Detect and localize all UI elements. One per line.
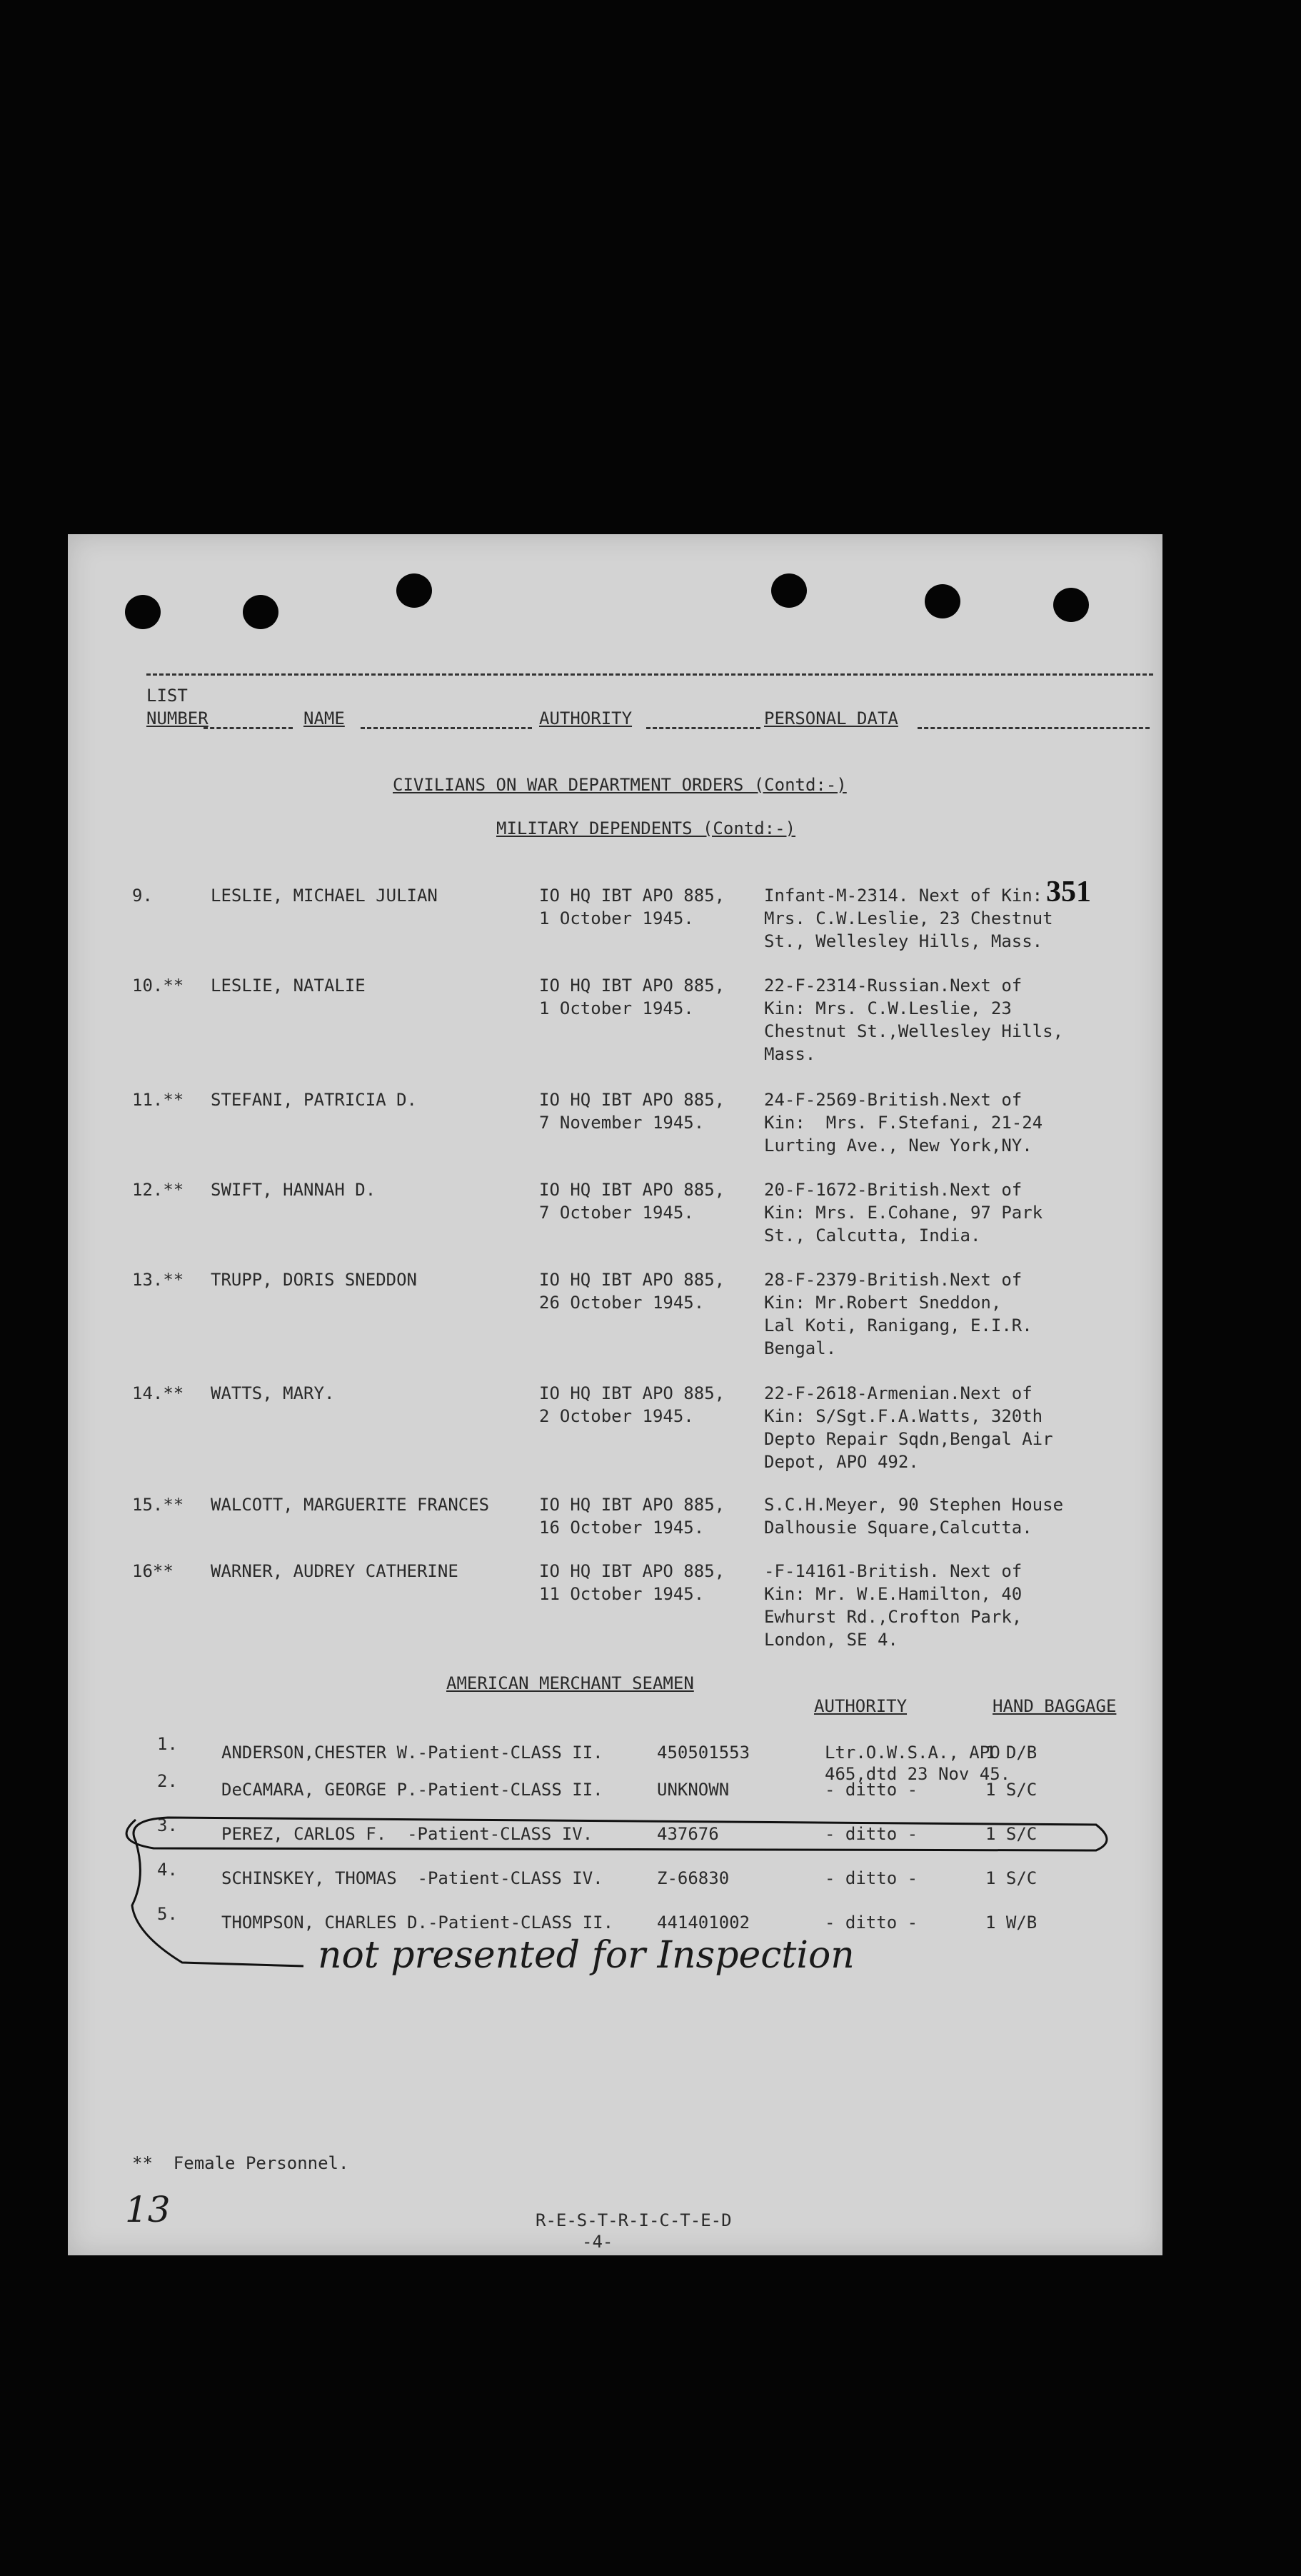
dependent-authority-date: 11 October 1945.	[539, 1584, 705, 1604]
seaman-number: 3.	[157, 1815, 178, 1835]
dependent-number: 13.**	[132, 1270, 184, 1290]
dependent-authority: IO HQ IBT APO 885,	[539, 1495, 725, 1515]
document-page	[68, 534, 1162, 2255]
header-name: NAME	[303, 708, 345, 728]
stamp-number: 351	[1046, 876, 1091, 908]
page-mark: 13	[125, 2189, 171, 2230]
dependent-personal-data: Dalhousie Square,Calcutta.	[764, 1518, 1033, 1538]
dependent-number: 12.**	[132, 1180, 184, 1200]
subsection-title: MILITARY DEPENDENTS (Contd:-)	[496, 818, 796, 838]
dependent-personal-data: Mass.	[764, 1044, 816, 1064]
dependent-number: 9.	[132, 886, 153, 906]
dependent-personal-data: Bengal.	[764, 1338, 837, 1358]
dependent-authority-date: 16 October 1945.	[539, 1518, 705, 1538]
dependent-name: WATTS, MARY.	[211, 1383, 335, 1403]
dependent-personal-data: 28-F-2379-British.Next of	[764, 1270, 1023, 1290]
seaman-name: ANDERSON,CHESTER W.-Patient-CLASS II.	[221, 1743, 603, 1763]
restricted-mark: R-E-S-T-R-I-C-T-E-D	[536, 2210, 732, 2230]
dependent-personal-data: Kin: Mr.Robert Sneddon,	[764, 1293, 1002, 1313]
dependent-authority: IO HQ IBT APO 885,	[539, 976, 725, 996]
dependent-personal-data: St., Wellesley Hills, Mass.	[764, 931, 1043, 951]
dependent-personal-data: London, SE 4.	[764, 1630, 898, 1650]
seaman-id: Z-66830	[657, 1868, 730, 1888]
dependent-personal-data: Infant-M-2314. Next of Kin:	[764, 886, 1043, 906]
seaman-number: 2.	[157, 1771, 178, 1791]
seaman-baggage: 1 S/C	[985, 1868, 1038, 1888]
dependent-authority: IO HQ IBT APO 885,	[539, 1383, 725, 1403]
seaman-authority: - ditto -	[825, 1780, 918, 1800]
dependent-name: STEFANI, PATRICIA D.	[211, 1090, 417, 1110]
dependent-number: 11.**	[132, 1090, 184, 1110]
header-list: LIST	[146, 686, 188, 706]
dependent-authority-date: 7 November 1945.	[539, 1113, 705, 1133]
dependent-name: LESLIE, MICHAEL JULIAN	[211, 886, 438, 906]
seaman-name: PEREZ, CARLOS F. -Patient-CLASS IV.	[221, 1824, 593, 1844]
seaman-id: 450501553	[657, 1743, 750, 1763]
seaman-number: 4.	[157, 1860, 178, 1880]
dependent-authority: IO HQ IBT APO 885,	[539, 1180, 725, 1200]
seaman-id: 437676	[657, 1824, 719, 1844]
seaman-id: 441401002	[657, 1913, 750, 1933]
handwritten-bracket	[68, 534, 1162, 2255]
seaman-authority: Ltr.O.W.S.A., APO	[825, 1743, 1000, 1763]
dependent-personal-data: Kin: Mrs. F.Stefani, 21-24	[764, 1113, 1043, 1133]
dependent-authority-date: 2 October 1945.	[539, 1406, 694, 1426]
dependent-personal-data: 20-F-1672-British.Next of	[764, 1180, 1023, 1200]
dependent-personal-data: 24-F-2569-British.Next of	[764, 1090, 1023, 1110]
dependent-name: TRUPP, DORIS SNEDDON	[211, 1270, 417, 1290]
seaman-number: 1.	[157, 1734, 178, 1754]
seamen-header-baggage: HAND BAGGAGE	[993, 1696, 1117, 1716]
seaman-name: THOMPSON, CHARLES D.-Patient-CLASS II.	[221, 1913, 614, 1933]
dependent-personal-data: -F-14161-British. Next of	[764, 1561, 1023, 1581]
page-number: -4-	[582, 2232, 613, 2252]
dependent-personal-data: Kin: Mrs. C.W.Leslie, 23	[764, 998, 1012, 1018]
seaman-baggage: 1 W/B	[985, 1913, 1038, 1933]
seaman-authority-date: 465,dtd 23 Nov 45.	[825, 1764, 1011, 1784]
dependent-authority-date: 1 October 1945.	[539, 998, 694, 1018]
dependent-name: WARNER, AUDREY CATHERINE	[211, 1561, 458, 1581]
dependent-personal-data: Kin: Mr. W.E.Hamilton, 40	[764, 1584, 1023, 1604]
footnote: ** Female Personnel.	[132, 2153, 349, 2173]
header-number: NUMBER	[146, 708, 209, 728]
dependent-personal-data: Kin: S/Sgt.F.A.Watts, 320th	[764, 1406, 1043, 1426]
dependent-personal-data: 22-F-2314-Russian.Next of	[764, 976, 1023, 996]
seaman-authority: - ditto -	[825, 1824, 918, 1844]
dependent-personal-data: Mrs. C.W.Leslie, 23 Chestnut	[764, 908, 1053, 928]
dependent-personal-data: Ewhurst Rd.,Crofton Park,	[764, 1607, 1023, 1627]
dependent-number: 15.**	[132, 1495, 184, 1515]
seamen-title: AMERICAN MERCHANT SEAMEN	[446, 1673, 694, 1693]
seaman-baggage: 1 D/B	[985, 1743, 1038, 1763]
dependent-personal-data: Lurting Ave., New York,NY.	[764, 1136, 1033, 1156]
dependent-personal-data: 22-F-2618-Armenian.Next of	[764, 1383, 1033, 1403]
dependent-name: SWIFT, HANNAH D.	[211, 1180, 376, 1200]
section-title: CIVILIANS ON WAR DEPARTMENT ORDERS (Contd:-)	[393, 775, 847, 795]
dependent-authority-date: 1 October 1945.	[539, 908, 694, 928]
handwritten-note: not presented for Inspection	[318, 1934, 855, 1977]
dependent-authority: IO HQ IBT APO 885,	[539, 1561, 725, 1581]
seaman-authority: - ditto -	[825, 1868, 918, 1888]
dependent-number: 14.**	[132, 1383, 184, 1403]
seaman-name: SCHINSKEY, THOMAS -Patient-CLASS IV.	[221, 1868, 603, 1888]
dependent-name: LESLIE, NATALIE	[211, 976, 366, 996]
seamen-header-authority: AUTHORITY	[814, 1696, 908, 1716]
seaman-baggage: 1 S/C	[985, 1824, 1038, 1844]
dependent-personal-data: Kin: Mrs. E.Cohane, 97 Park	[764, 1203, 1043, 1223]
dependent-personal-data: Chestnut St.,Wellesley Hills,	[764, 1021, 1064, 1041]
dependent-number: 10.**	[132, 976, 184, 996]
dependent-name: WALCOTT, MARGUERITE FRANCES	[211, 1495, 490, 1515]
dependent-authority: IO HQ IBT APO 885,	[539, 1090, 725, 1110]
seaman-name: DeCAMARA, GEORGE P.-Patient-CLASS II.	[221, 1780, 603, 1800]
dependent-authority-date: 26 October 1945.	[539, 1293, 705, 1313]
dependent-personal-data: S.C.H.Meyer, 90 Stephen House	[764, 1495, 1064, 1515]
dependent-authority-date: 7 October 1945.	[539, 1203, 694, 1223]
dependent-personal-data: Depot, APO 492.	[764, 1452, 919, 1472]
dependent-authority: IO HQ IBT APO 885,	[539, 886, 725, 906]
dependent-personal-data: St., Calcutta, India.	[764, 1226, 981, 1246]
seaman-number: 5.	[157, 1904, 178, 1924]
seaman-authority: - ditto -	[825, 1913, 918, 1933]
dependent-number: 16**	[132, 1561, 174, 1581]
header-personal-data: PERSONAL DATA	[764, 708, 898, 728]
seaman-baggage: 1 S/C	[985, 1780, 1038, 1800]
header-authority: AUTHORITY	[539, 708, 633, 728]
dependent-authority: IO HQ IBT APO 885,	[539, 1270, 725, 1290]
dependent-personal-data: Lal Koti, Ranigang, E.I.R.	[764, 1315, 1033, 1335]
dependent-personal-data: Depto Repair Sqdn,Bengal Air	[764, 1429, 1053, 1449]
seaman-id: UNKNOWN	[657, 1780, 730, 1800]
